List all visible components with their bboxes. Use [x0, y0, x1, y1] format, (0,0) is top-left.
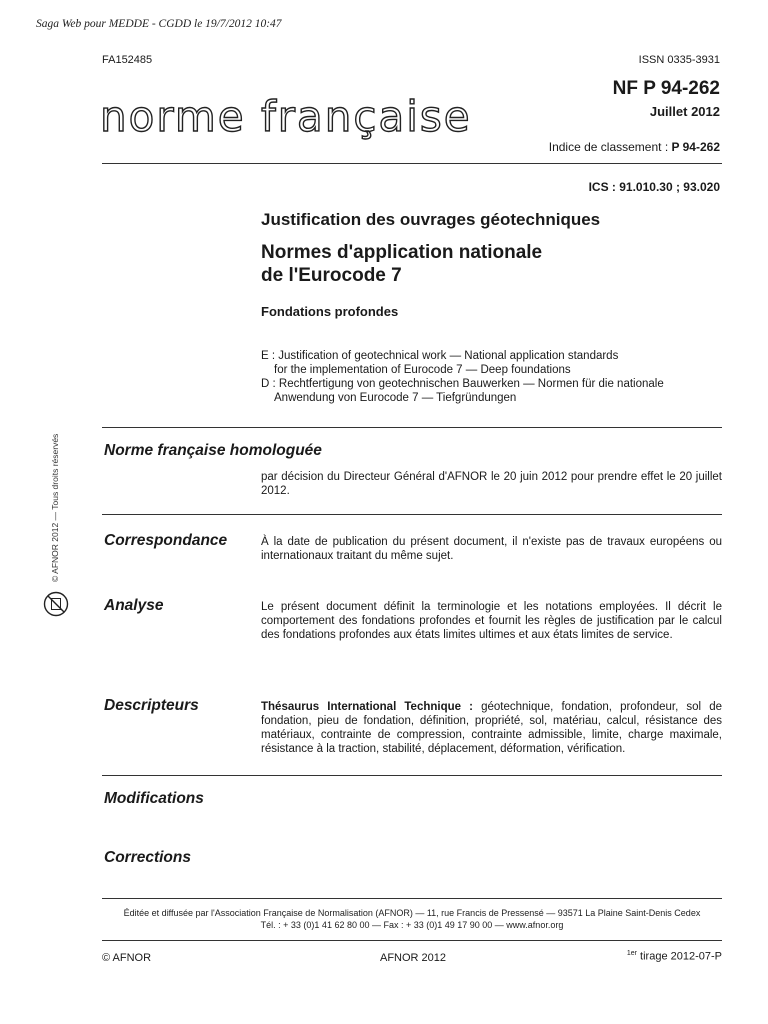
- english-title: [261, 350, 731, 377]
- print-stamp: Saga Web pour MEDDE - CGDD le 19/7/2012 10:47: [36, 18, 282, 30]
- descripteurs-heading: Descripteurs: [104, 697, 199, 714]
- classification-index: [549, 140, 720, 154]
- descripteurs-keywords: géotechnique, fondation, profondeur, sol de fondation, pieu de fondation, définition, propriété, sol, matériau, calcul, résistance des matériaux, contrainte de compression, contrainte admissible, limite, charge maximale, résistance à la traction, stabilité, déplacement, déformation, vérification.: [261, 701, 723, 755]
- modifications-heading: Modifications: [104, 790, 204, 807]
- document-subtitle: [261, 241, 721, 287]
- no-copy-seal-icon: [43, 591, 69, 617]
- analyse-heading: Analyse: [104, 597, 164, 614]
- print-run-text: tirage 2012-07-P: [640, 950, 722, 963]
- bottom-rule: [102, 940, 722, 941]
- document-reference: FA152485: [102, 54, 153, 66]
- titles-rule: [102, 427, 722, 428]
- issn-number: ISSN 0335-3931: [638, 54, 720, 66]
- classification-label: Indice de classement :: [548, 140, 669, 154]
- corrections-heading: Corrections: [104, 849, 191, 866]
- copyright-notice: © AFNOR: [102, 952, 152, 964]
- correspondance-text: À la date de publication du présent document, il n'existe pas de travaux européens ou internationaux traitant du même sujet.: [261, 536, 722, 562]
- german-title-line-2: Anwendung von Eurocode 7 — Tiefgründungen: [274, 391, 517, 404]
- descripteurs-text: [261, 700, 722, 756]
- english-title-line-1: E : Justification of geotechnical work — National application standards: [261, 350, 619, 362]
- afnor-year: AFNOR 2012: [380, 952, 447, 964]
- ics-code: ICS : 91.010.30 ; 93.020: [588, 180, 720, 194]
- english-title-line-2: for the implementation of Eurocode 7 — Deep foundations: [274, 363, 571, 376]
- document-title: Justification des ouvrages géotechniques: [261, 210, 601, 229]
- print-run-ordinal: 1er: [626, 950, 637, 957]
- homologuee-text: par décision du Directeur Général d'AFNOR le 20 juin 2012 pour prendre effet le 20 juillet 2012.: [261, 471, 722, 497]
- correspondance-heading: Correspondance: [104, 532, 228, 549]
- print-run: [627, 950, 722, 963]
- descripteurs-label: Thésaurus International Technique :: [261, 701, 473, 713]
- contact-info: Tél. : + 33 (0)1 41 62 80 00 — Fax : + 33 (0)1 49 17 90 00 — www.afnor.org: [260, 920, 564, 930]
- german-title-line-1: D : Rechtfertigung von geotechnischen Bauwerken — Normen für die nationale: [261, 378, 664, 390]
- copyright-sidebar-text: © AFNOR 2012 — Tous droits réservés: [50, 433, 60, 582]
- subtitle-line-1: Normes d'application nationale: [261, 242, 543, 263]
- analyse-text: Le présent document définit la terminologie et les notations employées. Il décrit le comportement des fondations profondes et fournit les règles de justification par le calcul des fondations profondes aux états limites ultimes et aux états limites de service.: [261, 601, 722, 641]
- homologuee-heading: Norme française homologuée: [104, 442, 322, 459]
- publisher-info: Éditée et diffusée par l'Association Française de Normalisation (AFNOR) — 11, rue Francis de Pressensé — 93571 La Plaine Saint-Denis Cedex: [123, 908, 701, 918]
- publication-date: Juillet 2012: [649, 104, 720, 119]
- document-part: Fondations profondes: [261, 304, 399, 319]
- subtitle-line-2: de l'Eurocode 7: [261, 265, 402, 286]
- copyright-sidebar: [48, 410, 68, 590]
- norme-francaise-logo: norme française: [100, 92, 472, 141]
- classification-value: P 94-262: [671, 140, 720, 154]
- descripteurs-rule: [102, 775, 722, 776]
- german-title: [261, 378, 731, 405]
- standard-number: NF P 94-262: [612, 78, 720, 99]
- homologuee-rule: [102, 514, 722, 515]
- header-rule: [102, 163, 722, 164]
- footer-rule: [102, 898, 722, 899]
